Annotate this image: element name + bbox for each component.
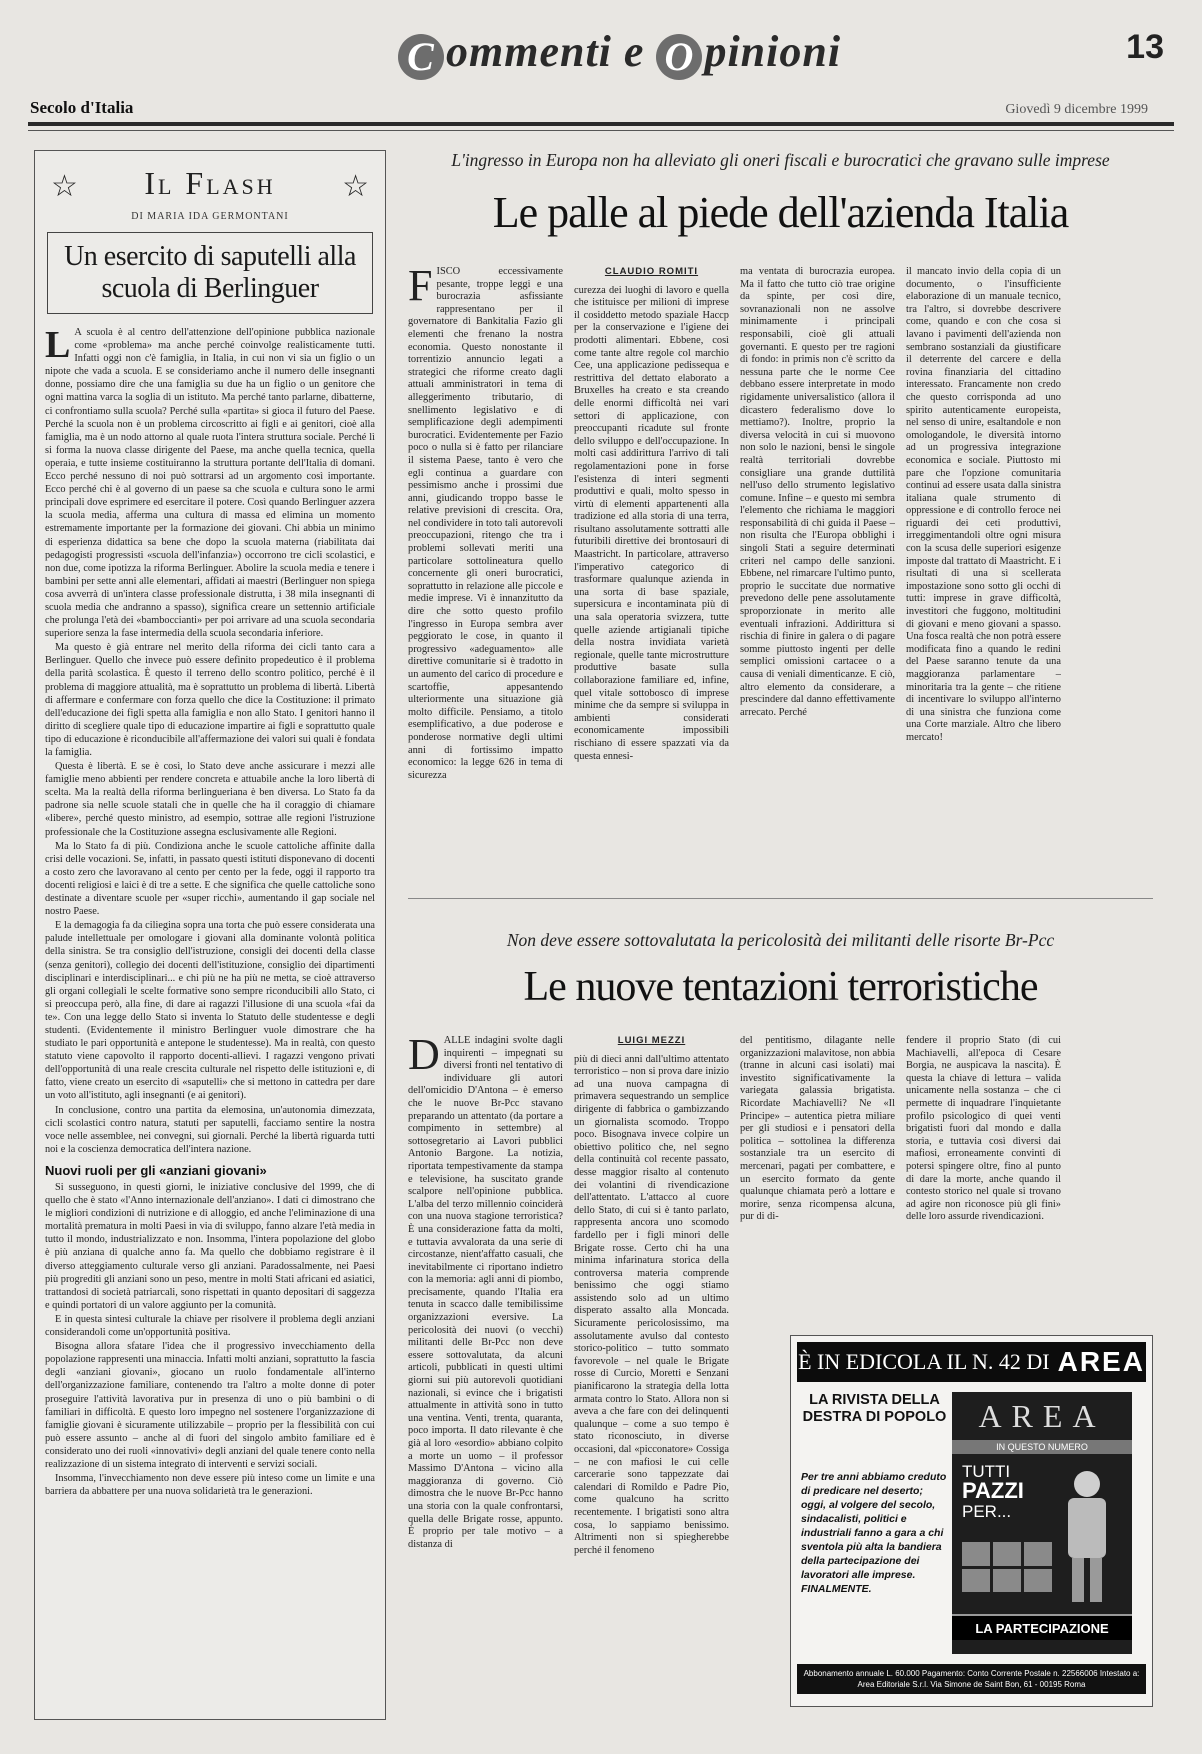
article-byline: CLAUDIO ROMITI <box>604 266 699 277</box>
article-text: curezza dei luoghi di lavoro e quella che istituisce per milioni di imprese il cosiddetto metodo spaziale Haccp per la conservazione e l'igiene dei prodotti alimentari. Ebbene, così come tante altre regole col marchio Cee, una applicazione pedissequa e restrittiva del dettato elaborato a Bruxelles ha creato e sta creando delle enormi difficoltà nei vari settori di applicazione, con preoccupanti ricadute sul fronte dello sviluppo e dell'occupazione. In molti casi addirittura l'arrivo di tali regolamentazioni pone in forse l'esistenza di interi segmenti produttivi e quali, molto spesso in virtù di elementi appartenenti alla tradizione ed alla storia di una terra, risultano assolutamente sottratti alle futuribili direttive dei brontosauri di Maastricht. In particolare, attraverso l'imperativo categorico di trasformare qualunque azienda in una sorta di base spaziale, supersicura e incontaminata più di una sala operatoria svizzera, tutte quelle aziende artigianali tipiche della nostra invidiata varietà regionale, quelle tante microstrutture produttive basate sulla collaborazione familiare ed, infine, quel vitale sottobosco di imprese minime che da sempre si sviluppa in ambienti considerati economicamente impossibili rischiano di essere spazzati via da questa ennesi- <box>574 284 729 762</box>
flash-subhead: Nuovi ruoli per gli «anziani giovani» <box>45 1162 267 1178</box>
section-divider <box>408 898 1153 899</box>
ad-banner-brand: AREA <box>1057 1346 1145 1377</box>
page-header <box>28 22 1178 132</box>
masthead: Secolo d'Italia <box>30 98 134 117</box>
article-column <box>574 266 729 786</box>
cover-tutti: TUTTI <box>962 1462 1011 1481</box>
flash-paragraph: Ma questo è già entrare nel merito della riforma dei cicli tanto cara a Berlinguer. Quello che invece può essere definito propedeutico è il problema della parità scolastica. È questo il terreno dello scontro politico, perché è il problema di maggiore attualità, ma è soprattutto un problema di libertà. Libertà di affermare e confermare con forza quello che dice la Costituzione: il primato dell'educazione dei figli spetta alla famiglia e non allo Stato. I genitori hanno il diritto di scegliere quale tipo di educazione impartire ai figli e soprattutto quale tipo di educazione è riconducibile all'affermazione dei valori sui quali è fondata la famiglia. <box>45 642 375 758</box>
section-title <box>398 26 841 80</box>
article-text: più di dieci anni dall'ultimo attentato terroristico – non si prova dare inizio ad una nuova campagna di primavera sequestrando un semplice dirigente di fabbrica o gambizzando un giornalista scomodo. Troppo poco. Bisognava invece colpire un obiettivo politico che, nel segno della continuità col recente passato, desse maggior risalto al contenuto dei volantini di rivendicazione dell'attentato. L'attacco al cuore dello Stato, di cui si è tanto parlato, rappresenta ancora uno scomodo fardello per i figli minori delle Brigate rosse. Certo chi ha una minima infarinatura storica della controversa materia comprende benissimo che oggi stiamo assistendo solo ad un ultimo disperato assalto alla Moncada. Sicuramente pericolosissimo, ma assolutamente avulso dal contesto storico-politico – tutto sommato favorevole – nel quale le Brigate rosse di Curcio, Moretti e Senzani pianificarono la strategia della lotta armata contro lo Stato. Allora non si aveva a che fare con dei delinquenti qualunque – come a suo tempo è stato riconosciuto, in diverse occasioni, dal «picconatore» Cossiga – ne con mafiosi le cui celle carcerarie sono tappezzate dai calendari di Romildo e Padre Pio, come qualcuno ha scritto recentemente. I brigatisti sono altra cosa, lo sappiamo benissimo. Altrimenti non si spiegherebbe perché il fenomeno <box>574 1053 729 1556</box>
cover-per: PER... <box>962 1502 1012 1521</box>
article-column <box>906 266 1061 786</box>
flash-paragraph: Questa è libertà. E se è così, lo Stato deve anche assicurare i mezzi alle famiglie meno abbienti per rendere concreta e attuabile anche la loro libertà di scelta. Ma la realtà della riforma berlingueriana è ben diversa. Lo Stato fa da padrone sia nelle scuole statali che in quelle che ha il coraggio di chiamare «libere», perché questo ministro, ad esempio, sottrae alle regioni l'istruzione professionale che la Costituzione assegna esclusivamente alle Regioni. <box>45 761 375 838</box>
article-text: del pentitismo, dilagante nelle organizzazioni malavitose, non abbia (tranne in alcuni casi isolati) mai investito significativamente la variegata galassia brigatista. Ricordate Machiavelli? Ne «Il Principe» – autentica pietra miliare per gli studiosi e i pensatori della politica – sottolinea la differenza sostanziale tra un esercito di mercenari, pagati per combattere, e un esercito formato da gente qualunque chiamata però a lottare e morire, senza ricompensa alcuna, pur di di- <box>740 1035 895 1223</box>
flash-paragraph <box>45 326 375 640</box>
section-title-part1: ommenti e <box>446 27 657 76</box>
article-text: ISCO eccessivamente pesante, troppe leggi e una burocrazia asfissiante rappresentano per il governatore di Bankitalia Fazio gli elementi che frenano la nostra economia. Questo nonostante il torrentizio annuncio legati a strategici che riforme creato dagli attuali amministratori in tema di alleggerimento tributario, di snellimento legislativo e di semplificazione degli adempimenti burocratici. Evidentemente per Fazio poco o nulla si è fatto per rilanciare il sistema Paese, tanto è vero che egli continua a guardare con pessimismo anche i prossimi due anni, giudicando troppo basse le relative previsioni di crescita. Ora, nel condividere in toto tali autorevoli preoccupazioni, ritengo che tra i problemi sollevati meriti una particolare sottolineatura quello concernente gli oneri burocratici, soprattutto in relazione alle piccole e medie imprese. Vi è innanzitutto da dire che sotto questo profilo l'ingresso in Europa sembra aver peggiorato le cose, in quanto il progressivo «adeguamento» alle direttive comunitarie si è tradotto in un aumento del carico di procedure e scartoffie, appesantendo ulteriormente una situazione già molto difficile. Pensiamo, a titolo esemplificativo, a due poderose e ponderose normative degli ultimi anni di fortissimo impatto economico: la legge 626 in tema di sicurezza <box>408 266 563 781</box>
article-column <box>408 1035 563 1715</box>
flash-paragraph: In conclusione, contro una partita da elemosina, un'autonomia dimezzata, cicli scolastici contro natura, statuti per saputelli, facciamo sentire la nostra voce nelle assemblee, nei convegni, sui giornali. Perché la libertà riguarda tutti noi e la coscienza democratica dell'intera nazione. <box>45 1104 375 1155</box>
section-cap-o: O <box>656 34 702 80</box>
article-headline: Le palle al piede dell'azienda Italia <box>492 188 1069 237</box>
article-columns <box>408 266 1153 786</box>
ad-banner <box>797 1342 1146 1382</box>
cover-pazzi: PAZZI <box>962 1478 1024 1503</box>
section-cap-c: C <box>398 34 444 80</box>
article-dropcap: D <box>408 1035 440 1079</box>
section-title-part2: pinioni <box>704 27 842 76</box>
cover-photo <box>962 1542 990 1566</box>
cover-photo-grid <box>962 1542 1052 1592</box>
article-text: fendere il proprio Stato (di cui Machiavelli, all'epoca di Cesare Borgia, ne auspicava la nascita). È questa la chiave di lettura – valida unicamente nella sostanza – che ci permette di inquadrare l'inquietante profilo psicologico di quei venti brigatisti fuori dal mondo e dalla storia, e tuttavia così diversi dai mafiosi, erroneamente convinti di potersi spingere oltre, fino al punto di dare la morte, anche quando il contesto storico nel quale si trovano ad agire non riconosce più gli fini» delle loro assurde rivendicazioni. <box>906 1035 1061 1223</box>
article-text: ALLE indagini svolte dagli inquirenti – impegnati su diversi fronti nel tentativo di individuare gli autori dell'omicidio D'Antona – è emerso che le nuove Br-Pcc stavano preparando un attentato (da portare a compimento in settembre) al sottosegretario ai Lavori pubblici Antonio Bargone. La notizia, riportata tempestivamente da stampa e televisione, ha suscitato grande scalpore nell'opinione pubblica. L'alba del terzo millennio coinciderà con una nuova stagione terroristica? È una considerazione fatta da molti, e tuttavia avvalorata da una serie di circostanze, nient'affatto casuali, che inevitabilmente ci riportano indietro con la memoria: agli anni di piombo, precisamente, quando l'Italia era tenuta in scacco dalle temibilissime organizzazioni eversive. La pericolosità dei nuovi (o vecchi) militanti delle Br-Pcc non deve essere sottovalutata, da alcuni articoli, pubblicati in questi ultimi giorni sui più autorevoli quotidiani nazionali, si evince che i brigatisti attualmente in attività sono in tutto una ventina. Venti, trenta, quaranta, poco importa. Il dato rilevante è che già al loro «esordio» abbiano colpito a morte un uomo – il professor Massimo D'Antona – vicino alla maggioranza di governo. Ciò dimostra che le nuove Br-Pcc hanno una storia con la quale confrontarsi, quella delle Brigate rosse, appunto. È proprio per tale motivo – a distanza di <box>408 1035 563 1550</box>
flash-paragraph: Bisogna allora sfatare l'idea che il progressivo invecchiamento della popolazione rappresenti una minaccia. Infatti molti anziani, soprattutto la fascia degli «anziani giovani», giocano un ruolo fondamentale all'interno dell'organizzazione familiare, contenendo tra l'altro a molte donne di poter proseguire l'attività lavorativa pur in presenza di uno o più bambini o di familiari in difficoltà. E questo loro impegno nel sostenere l'organizzazione di famiglie giovani è sicuramente utilizzabile – proprio per la flessibilità con cui può essere assunto – anche al di fuori del singolo ambito familiare ed è considerato uno dei ruoli «innovativi» degli anziani del quale tenere conto nella realizzazione di un sistema integrato di interventi e servizi sociali. <box>45 1341 375 1470</box>
article-text: il mancato invio della copia di un documento, o l'insufficiente elaborazione di un manuale tecnico, tra l'altro, si dovrebbe descrivere come, quando e con che cosa si lavano i pavimenti dell'azienda non sembrano sostanziali da giustificare il deterrente del carcere e della rovina finanziaria del cittadino interessato. Francamente non credo che questo corrisponda ad uno spirito autenticamente europeista, nel senso di unire, esaltandole e non omologandole, le diversità intorno ad un progressiva integrazione economica e sociale. Piuttosto mi pare che l'opzione comunitaria continui ad essere usata dalla sinistra italiana quale strumento di oppressione e di controllo feroce nei riguardi dei ceti produttivi, irreggimentandoli oltre ogni misura con la scusa delle superiori esigenze imposte dal trattato di Maastricht. E i risultati di una sì scellerata impostazione sono sotto gli occhi di tutti: imprese in grave difficoltà, investitori che fuggono, moltitudini di giovani e meno giovani a spasso. Una fosca realtà che non potrà essere modificata fino a quando le redini del Paese saranno tenute da una maggioranza parlamentare – minoritaria tra la gente – che ritiene di incentivare lo sviluppo all'interno di una sinistra che funziona come una Corte marziale. Altro che libero mercato! <box>906 266 1061 743</box>
cover-logo: AREA <box>978 1398 1106 1434</box>
flash-paragraph: Si susseguono, in questi giorni, le iniziative conclusive del 1999, che di quello che è stato «l'Anno internazionale dell'anziano». I dati ci dimostrano che le migliori condizioni di nutrizione e di alloggio, ed anche l'eliminazione di una mortalità prematura in molti Paesi in via di sviluppo, fanno alzare l'età media in tutto il mondo, industrializzato e non. Insomma, l'intera popolazione del globo è più anziana di qualche anno fa. Ma quello che dobbiamo registrare è il diverso atteggiamento culturale verso gli anziani. Paradossalmente, nei Paesi più progrediti gli anziani sono un peso, mentre in molti Stati africani ed asiatici, trattandosi di società patriarcali, sono rispettati in quanto depositari di saggezza e quindi portatori di un valore aggiunto per la comunità. <box>45 1182 375 1311</box>
flash-paragraph-text: A scuola è al centro dell'attenzione dell'opinione pubblica nazionale come «problema» ma anche perché coinvolge realisticamente tutti. Infatti oggi non c'è famiglia, in Italia, in cui non vi sia un figlio o un nipote che vada a scuola. E se consideriamo anche il numero delle insegnanti donne, possiamo dire che una famiglia su due ha un figlio o un genitore che ogni mattina varca la soglia di un istituto. Ma perché tanto parlarne, dibatterne, ci confrontiamo sulla scuola? Perché sulla «partita» si gioca il futuro del Paese. Perché la scuola non è un problema circoscritto ai figli e ai genitori, cioè alla famiglia, ma è un nodo attorno al quale ruota l'intera struttura sociale. Perché lì si forma la nuova classe dirigente del Paese, ma anche quella tecnica, quella operaia, e tutte insieme costituiranno la struttura portante dell'Italia di domani. Ecco perché nessuno di noi può sottrarsi ad un argomento così importante. Ecco perché chi è al governo di un paese sa che scuola e cultura sono le armi principali dove esprimere ed esercitare il potere. Così quando Berlinguer azzera la scuola media, afferma una cultura di massa ed elimina un momento estremamente importante per la formazione dei giovani. Chi abbia un minimo di esperienza didattica sa bene che dopo la scuola materna (riabilitata dai pedagogisti progressisti «scuola dell'infanzia») occorrono tre cicli scolastici, e non due, come ipotizza la riforma Berlinguer. Abolire la scuola media e tenere i bambini per sette anni alle elementari, affidati ai maestri (Berlinguer non spiega cosa avverrà di un'intera classe professionale distrutta, i 38 mila insegnanti di scuola media che andranno a spasso), significa creare un settennio artificiale che prolunga l'età dei «bamboccianti» per poi arrivare ad una scuola secondaria superiore senza la fase intermedia della scuola secondaria inferiore. <box>45 327 375 640</box>
cover-photo <box>1024 1569 1052 1593</box>
article-kicker: L'ingresso in Europa non ha alleviato gli oneri fiscali e burocratici che gravano sulle imprese <box>451 150 1110 170</box>
article-column <box>408 266 563 786</box>
article-byline: LUIGI MEZZI <box>617 1035 686 1046</box>
flash-paragraph: E la demagogia fa da ciliegina sopra una torta che può essere considerata una palude intellettuale per omologare i giovani alla dominante volontà politica della sinistra. Se tra consiglio dell'istruzione, consigli dei docenti della classe (senza genitori), collegio dei docenti dell'istituzione, consiglio dei dipartimenti disciplinari e interdisciplinari... e chi più ne ha più ne metta, se cioè attraverso gli organi collegiali le scelte formative sono sempre riconducibili allo Stato, ci si preoccupa però, alla fine, di dare ai ragazzi l'illusione di una scuola «fai da te». Con una legge dello Stato si inventa lo Statuto delle studentesse e degli studenti. (Evidentemente il ministro Berlinguer vuole dimostrare che ha studiato le pari opportunità e antepone le studentesse). Ma in realtà, con questo statuto viene capovolto il rapporto docenti-allievi. I ragazzi vengono privati dell'opportunità di una reale crescita culturale nel rispetto delle istituzioni e, di fatto, viene creato un esercito di «saputelli» che si mettono in cattedra per dare un voto all'istituto, agli insegnanti (e ai genitori). <box>45 920 375 1102</box>
flash-body <box>45 326 375 1498</box>
cover-figure-illustration <box>1052 1466 1122 1606</box>
cover-photo <box>993 1542 1021 1566</box>
ad-text-block <box>797 1392 952 1654</box>
flash-byline: DI MARIA IDA GERMONTANI <box>131 211 289 222</box>
flash-paragraph: Insomma, l'invecchiamento non deve essere più inteso come un limite e una barriera da abbattere per una nuova solidarietà tra le generazioni. <box>45 1473 375 1498</box>
magazine-cover <box>952 1392 1132 1654</box>
cover-photo <box>962 1569 990 1593</box>
ad-rivista: LA RIVISTA DELLA DESTRA DI POPOLO <box>802 1392 947 1425</box>
dateline: Giovedì 9 dicembre 1999 <box>1005 102 1148 117</box>
article-dropcap: F <box>408 266 433 310</box>
header-rule-thin <box>28 130 1174 131</box>
ad-banner-text: È IN EDICOLA IL N. 42 DI <box>798 1349 1050 1374</box>
cover-band: LA PARTECIPAZIONE <box>952 1614 1132 1640</box>
ad-subscription-footer: Abbonamento annuale L. 60.000 Pagamento: Conto Corrente Postale n. 22566006 Intestato a: Area Editoriale S.r.l. Via Simone de Saint Bon, 61 - 00195 Roma <box>797 1664 1146 1694</box>
flash-dropcap: L <box>45 324 71 366</box>
cover-strip: IN QUESTO NUMERO <box>952 1440 1132 1454</box>
cover-headline <box>962 1462 1024 1521</box>
flash-headline: Un esercito di saputelli alla scuola di Berlinguer <box>64 241 356 304</box>
article-headline: Le nuove tentazioni terroristiche <box>523 964 1038 1010</box>
flash-paragraph: E in questa sintesi culturale la chiave per risolvere il problema degli anziani considerandoli come un'opportunità positiva. <box>45 1313 375 1339</box>
article-paragraph <box>408 266 563 782</box>
header-rule <box>28 122 1174 126</box>
article-text: ma ventata di burocrazia europea. Ma il fatto che tutto ciò trae origine da spinte, per così dire, sovranazionali non ne assolve minimamente i principali responsabili, cioè gli attuali governanti. E questo per tre ragioni di fondo: in primis non c'è scritto da nessuna parte che le norme Cee debbano essere interpretate in modo rigidamente universalistico (allora il dicastero federalismo dove lo mettiamo?). Inoltre, proprio la diversa velocità in cui si muovono non solo le nazioni, bensì le singole realtà territoriali dovrebbe consigliare una grande duttilità nell'uso dello strumento legislativo comune. Infine – e questo mi sembra l'elemento che richiama le maggiori responsabilità di chi guida il Paese – non risulta che l'Europa obblighi i singoli Stati a seguire determinati criteri nel campo delle sanzioni. Ebbene, nel rimarcare l'ultimo punto, proprio le succitate due normative prevedono delle pene assolutamente sproporzionate in merito alle eventuali infrazioni. Addirittura si rischia di finire in galera o di pagare somme piuttosto ingenti per delle semplici omissioni cartacee o a causa di veniali dimenticanze. E ciò, altro elemento da considerare, a prescindere dal danno effettivamente arrecato. Perché <box>740 266 895 718</box>
article-paragraph <box>408 1035 563 1551</box>
article-azienda-italia <box>408 150 1153 890</box>
flash-title: Il Flash <box>144 165 276 201</box>
article-column <box>574 1035 729 1715</box>
ad-copy: Per tre anni abbiamo creduto di predicare nel deserto; oggi, al volgere del secolo, sindacalisti, politici e industriali fanno a gara a chi sventola più alta la bandiera della partecipazione dei lavoratori alle imprese. FINALMENTE. <box>801 1471 947 1595</box>
cover-photo <box>1024 1542 1052 1566</box>
area-magazine-ad <box>790 1335 1153 1707</box>
article-column <box>740 1035 895 1335</box>
flash-column <box>34 150 386 1720</box>
article-column <box>906 1035 1061 1335</box>
cover-photo <box>993 1569 1021 1593</box>
article-kicker: Non deve essere sottovalutata la pericolosità dei militanti delle risorte Br-Pcc <box>506 930 1055 950</box>
flash-header <box>45 159 375 219</box>
flash-paragraph: Ma lo Stato fa di più. Condiziona anche le scuole cattoliche affinite dalla crisi delle vocazioni. Se, infatti, in passato questi istituti disponevano di docenti a costo zero che lavoravano al cento per cento per la fede, oggi il rapporto tra docenti religiosi e laici è di tre a sette. E che significa che quelle cattoliche sono destinate a diventare scuole per «super ricchi», aumentando il gap sociale nel nostro Paese. <box>45 840 375 918</box>
star-icon: ☆ <box>342 170 369 203</box>
ad-main <box>797 1392 1146 1654</box>
flash-headline-box <box>47 232 373 314</box>
page-number: 13 <box>1126 28 1164 66</box>
article-column <box>740 266 895 786</box>
star-icon: ☆ <box>51 170 78 203</box>
